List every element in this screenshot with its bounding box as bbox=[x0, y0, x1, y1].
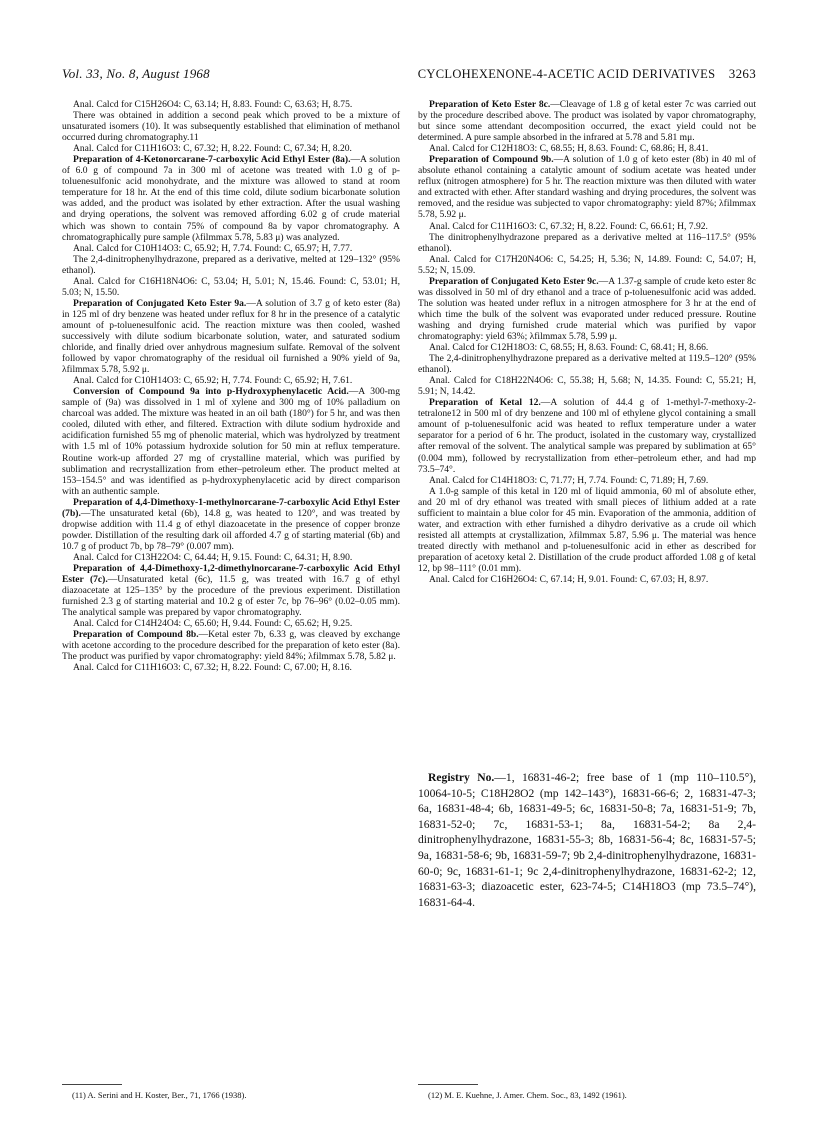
paragraph bbox=[62, 276, 400, 298]
paragraph bbox=[62, 662, 400, 673]
paragraph bbox=[62, 110, 400, 143]
paragraph-text: The dinitrophenylhydrazone prepared as a derivative melted at 116–117.5° (95% ethanol). bbox=[418, 231, 756, 254]
paragraph-text: Anal. Calcd for C11H16O3: C, 67.32; H, 8.22. Found: C, 66.61; H, 7.92. bbox=[429, 220, 708, 232]
paragraph-heading: Preparation of Compound 9b. bbox=[429, 154, 554, 166]
paragraph-heading: Preparation of 4-Ketonorcarane-7-carboxylic Acid Ethyl Ester (8a). bbox=[73, 154, 351, 166]
registry-numbers bbox=[418, 770, 756, 910]
paragraph-text: —The unsaturated ketal (6b), 14.8 g, was heated to 120°, and was treated by dropwise addition with 11.4 g of ethyl diazoacetate in the presence of copper bronze powder. Distillation of the resulting dark oil afforded 4.7 g of starting material (6b) and 10.7 g of product 7b, bp 78–79° (0.007 mm). bbox=[62, 507, 400, 552]
paragraph-heading: Preparation of 4,4-Dimethoxy-1-methylnorcarane-7-carboxylic Acid Ethyl Ester (7b). bbox=[62, 496, 400, 519]
paragraph-text: —A solution of 3.7 g of keto ester (8a) in 125 ml of dry benzene was heated under reflux for 8 hr in the presence of a catalytic amount of p-toluenesulfonic acid. The reaction mixture was then cooled, washed successively with dilute sodium bicarbonate solution, water, and saturated sodium chloride, and finally dried over anhydrous magnesium sulfate. Removal of the solvent followed by vapor chromatography of the residual oil furnished a 90% yield of 9a, λfilmmax 5.78, 5.92 μ. bbox=[62, 297, 400, 376]
paragraph-text: —A 300-mg sample of (9a) was dissolved in 1 ml of xylene and 300 mg of 10% palladium on charcoal was added. The mixture was heated in an oil bath (180°) for 5 hr, and was then cooled, diluted with ether, and filtered. Extraction with dilute sodium hydroxide and acidification furnished 55 mg of phenolic material, which was hydrolyzed by treatment with 1.5 ml of 10% potassium hydroxide solution for 50 min at reflux temperature. Routine work-up afforded 27 mg of crystalline material, which was purified by sublimation and recrystallization from ether–petroleum ether. The product melted at 153–154.5° and was identified as p-hydroxyphenylacetic acid by direct comparison with an authentic sample. bbox=[62, 386, 400, 497]
paragraph-heading: Preparation of Conjugated Keto Ester 9a. bbox=[73, 297, 247, 309]
paragraph bbox=[418, 232, 756, 254]
paragraph-text: Anal. Calcd for C12H18O3: C, 68.55; H, 8.63. Found: C, 68.86; H, 8.41. bbox=[429, 143, 709, 155]
paragraph bbox=[62, 618, 400, 629]
paragraph-text: Anal. Calcd for C12H18O3: C, 68.55; H, 8.63. Found: C, 68.41; H, 8.66. bbox=[429, 342, 709, 354]
paragraph bbox=[418, 353, 756, 375]
footnote-11: (11) A. Serini and H. Koster, Ber., 71, 1766 (1938). bbox=[72, 1090, 247, 1100]
footnote-rule bbox=[62, 1084, 122, 1085]
paragraph-text: —Ketal ester 7b, 6.33 g, was cleaved by exchange with acetone according to the procedure described for the preparation of keto ester (8a). The product was purified by vapor chromatography: yield 84%; λfilmmax 5.78, 5.82 μ. bbox=[62, 629, 400, 663]
paragraph-text: Anal. Calcd for C14H18O3: C, 71.77; H, 7.74. Found: C, 71.89; H, 7.69. bbox=[429, 474, 709, 486]
paragraph bbox=[418, 276, 756, 342]
running-header-left: Vol. 33, No. 8, August 1968 bbox=[62, 66, 210, 81]
paragraph bbox=[62, 298, 400, 375]
paragraph-text: A 1.0-g sample of this ketal in 120 ml of liquid ammonia, 60 ml of absolute ether, and 20 ml of dry ethanol was treated with small pieces of lithium added at a rate sufficient to maintain a blue color for 45 min. Evaporation of the ammonia, addition of water, and extraction with ether furnished a dihydro derivative as a crude oil which resisted all attempts at crystallization, λfilmmax 5.87, 5.96 μ. The material was hence treated directly with methanol and p-toluenesulfonic acid in ether as described for preparation of acetoxy ketal 2. Distillation of the crude product afforded 1.08 g of ketal 12, bp 98–111° (0.01 mm). bbox=[418, 485, 756, 574]
paragraph-heading: Preparation of Ketal 12. bbox=[429, 397, 541, 409]
registry-paragraph bbox=[418, 770, 756, 910]
paragraph bbox=[418, 254, 756, 276]
paragraph bbox=[62, 497, 400, 552]
paragraph-text: Anal. Calcd for C13H22O4: C, 64.44; H, 9.15. Found: C, 64.31; H, 8.90. bbox=[73, 551, 353, 563]
paragraph bbox=[62, 386, 400, 496]
paragraph bbox=[62, 243, 400, 254]
paragraph bbox=[62, 254, 400, 276]
paragraph-text: —A solution of 1.0 g of keto ester (8b) in 40 ml of absolute ethanol containing a catalytic amount of sodium acetate was heated under reflux (nitrogen atmosphere) for 5 hr. The reaction mixture was then diluted with water and extracted with ether. After standard washing and drying procedures, the solvent was removed, and the residue was subjected to vapor chromatography: yield 87%; λfilmmax 5.78, 5.92 μ. bbox=[418, 154, 756, 221]
paragraph bbox=[62, 143, 400, 154]
footnote-left bbox=[62, 1090, 400, 1100]
journal-section-title: CYCLOHEXENONE-4-ACETIC ACID DERIVATIVES bbox=[417, 67, 716, 81]
registry-label: Registry No. bbox=[428, 771, 495, 784]
paragraph-text: There was obtained in addition a second peak which proved to be a mixture of unsaturated isomers (10). It was subsequently established that elimination of methanol occurred during chromatography.11 bbox=[62, 110, 400, 144]
paragraph-text: Anal. Calcd for C10H14O3: C, 65.92; H, 7.74. Found: C, 65.97; H, 7.77. bbox=[73, 242, 353, 254]
paragraph-text: Anal. Calcd for C10H14O3: C, 65.92; H, 7.74. Found: C, 65.92; H, 7.61. bbox=[73, 375, 353, 387]
paragraph bbox=[418, 574, 756, 585]
page-number: 3263 bbox=[728, 66, 756, 81]
paragraph-text: —A solution of 44.4 g of 1-methyl-7-methoxy-2-tetralone12 in 500 ml of dry benzene and 100 ml of ethylene glycol containing a small amount of p-toluenesulfonic acid was heated to reflux temperature under a water separator for a period of 6 hr. The product, isolated in the customary way, crystallized after removal of the solvent. The analytical sample was prepared by sublimation at 65° (0.004 mm), followed by recrystallization from ether–petroleum ether, and had mp 73.5–74°. bbox=[418, 397, 756, 475]
paragraph-text: The 2,4-dinitrophenylhydrazone prepared as a derivative melted at 119.5–120° (95% ethanol). bbox=[418, 353, 756, 376]
paragraph bbox=[62, 552, 400, 563]
paragraph bbox=[418, 375, 756, 397]
paragraph-text: Anal. Calcd for C11H16O3: C, 67.32; H, 8.22. Found: C, 67.00; H, 8.16. bbox=[73, 662, 352, 674]
paragraph-text: —Unsaturated ketal (6c), 11.5 g, was treated with 16.7 g of ethyl diazoacetate at 125–135° by the procedure of the previous experiment. Distillation furnished 2.3 g of starting material and 10.2 g of ester 7c, bp 76–96° (0.02–0.05 mm). The analytical sample was prepared by vapor chromatography. bbox=[62, 574, 400, 619]
paragraph-heading: Preparation of Compound 8b. bbox=[73, 629, 199, 641]
paragraph bbox=[418, 143, 756, 154]
registry-text: —1, 16831-46-2; free base of 1 (mp 110–110.5°), 10064-10-5; C18H28O2 (mp 142–143°), 16831-66-6; 2, 16831-47-3; 6a, 16831-48-4; 6b, 16831-49-5; 6c, 16831-50-8; 7a, 16831-51-9; 7b, 16831-52-0; 7c, 16831-53-1; 8a, 16831-54-2; 8a 2,4-dinitrophenylhydrazone, 16831-55-3; 8b, 16831-56-4; 8c, 16831-57-5; 9a, 16831-58-6; 9b, 16831-59-7; 9b 2,4-dinitrophenylhydrazone, 16831-60-0; 9c, 16831-61-1; 9c 2,4-dinitrophenylhydrazone, 16831-62-2; 12, 16831-63-3; diazoacetic ester, 623-74-5; C14H18O3 (mp 73.5–74°), 16831-64-4. bbox=[418, 771, 756, 909]
paragraph bbox=[62, 563, 400, 618]
paragraph-text: —A solution of 6.0 g of compound 7a in 300 ml of acetone was treated with 1.0 g of p-toluenesulfonic acid monohydrate, and the mixture was allowed to stand at room temperature for 18 hr. At the end of this time cold, dilute sodium bicarbonate solution was added, and the product was isolated by ether extraction. After the usual washing and drying operations, the solvent was removed affording 6.02 g of crude material which was shown to contain 75% of compound 8a by vapor chromatography. A chromatographically pure sample (λfilmmax 5.78, 5.83 μ) was analyzed. bbox=[62, 154, 400, 243]
paragraph-heading: Conversion of Compound 9a into p-Hydroxyphenylacetic Acid. bbox=[73, 386, 349, 398]
paragraph bbox=[62, 99, 400, 110]
footnote-12: (12) M. E. Kuehne, J. Amer. Chem. Soc., 83, 1492 (1961). bbox=[428, 1090, 627, 1100]
paragraph-heading: Preparation of Keto Ester 8c. bbox=[429, 99, 551, 110]
paragraph-text: —Cleavage of 1.8 g of ketal ester 7c was carried out by the procedure described above. The product was isolated by vapor chromatography, but since some attendant decomposition occurred, the exact yield could not be determined. A pure sample absorbed in the infrared at 5.78 and 5.81 mμ. bbox=[418, 99, 756, 144]
paragraph-text: Anal. Calcd for C16H26O4: C, 67.14; H, 9.01. Found: C, 67.03; H, 8.97. bbox=[429, 574, 709, 586]
paragraph bbox=[418, 99, 756, 143]
running-header-right bbox=[418, 66, 756, 82]
footnote-rule bbox=[418, 1084, 478, 1085]
paragraph-text: Anal. Calcd for C16H18N4O6: C, 53.04; H, 5.01; N, 15.46. Found: C, 53.01; H, 5.03; N, 15.50. bbox=[62, 275, 400, 298]
paragraph bbox=[62, 629, 400, 662]
paragraph-text: Anal. Calcd for C17H20N4O6: C, 54.25; H, 5.36; N, 14.89. Found: C, 54.07; H, 5.52; N, 15.09. bbox=[418, 253, 756, 276]
paragraph bbox=[62, 375, 400, 386]
paragraph bbox=[62, 154, 400, 242]
paragraph bbox=[418, 342, 756, 353]
footnote-right bbox=[418, 1090, 756, 1100]
paragraph-heading: Preparation of 4,4-Dimethoxy-1,2-dimethylnorcarane-7-carboxylic Acid Ethyl Ester (7c). bbox=[62, 562, 400, 586]
paragraph bbox=[418, 486, 756, 574]
paragraph bbox=[418, 154, 756, 220]
paragraph-text: Anal. Calcd for C14H24O4: C, 65.60; H, 9.44. Found: C, 65.62; H, 9.25. bbox=[73, 618, 353, 630]
paragraph bbox=[418, 397, 756, 474]
paragraph-text: Anal. Calcd for C15H26O4: C, 63.14; H, 8.83. Found: C, 63.63; H, 8.75. bbox=[73, 99, 353, 110]
paragraph-text: Anal. Calcd for C18H22N4O6: C, 55.38; H, 5.68; N, 14.35. Found: C, 55.21; H, 5.91; N, 14.42. bbox=[418, 375, 756, 398]
paragraph-heading: Preparation of Conjugated Keto Ester 9c. bbox=[429, 275, 599, 287]
right-column bbox=[418, 99, 756, 585]
paragraph-text: —A 1.37-g sample of crude keto ester 8c was dissolved in 50 ml of dry ethanol and a trace of p-toluenesulfonic acid was added. The solution was heated under reflux in a nitrogen atmosphere for 3 hr at the end of which time the bulk of the solvent was evaporated under reduced pressure. Routine washing and drying furnished crude material which was purified by vapor chromatography: yield 63%; λfilmmax 5.78, 5.99 μ. bbox=[418, 275, 756, 342]
paragraph bbox=[418, 475, 756, 486]
paragraph-text: Anal. Calcd for C11H16O3: C, 67.32; H, 8.22. Found: C, 67.34; H, 8.20. bbox=[73, 143, 352, 155]
left-column bbox=[62, 99, 400, 673]
paragraph-text: The 2,4-dinitrophenylhydrazone, prepared as a derivative, melted at 129–132° (95% ethanol). bbox=[62, 253, 400, 276]
paragraph bbox=[418, 221, 756, 232]
